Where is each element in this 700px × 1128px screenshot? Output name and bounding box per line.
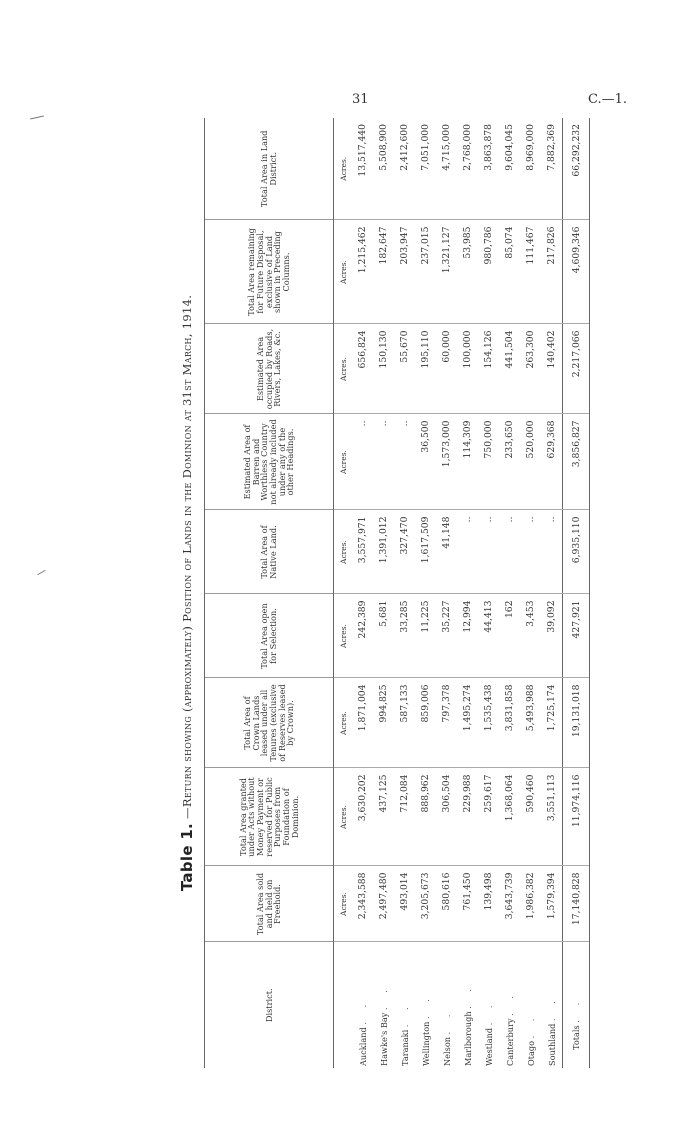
district-cell [373,942,394,1068]
value-cell: 39,092 [541,594,563,678]
value-cell: 2,497,480 [373,866,394,942]
value-cell: 2,768,000 [457,118,478,220]
value-cell: 12,994 [457,594,478,678]
table-row [499,118,520,1068]
unit-cell: Acres. [334,866,353,942]
value-cell: 55,670 [394,324,415,414]
value-cell: 100,000 [457,324,478,414]
column-header: Estimated Area of Barren and Worthless Country not already included under any of the other Headings. [205,414,334,510]
table-row [394,118,415,1068]
value-cell: 3,551,113 [541,768,563,866]
column-header: Total Area of Native Land. [205,510,334,594]
value-cell: 437,125 [373,768,394,866]
value-cell: 53,985 [457,220,478,324]
value-cell: 233,650 [499,414,520,510]
value-cell: 162 [499,594,520,678]
unit-cell: Acres. [334,414,353,510]
value-cell: 797,378 [436,678,457,768]
value-cell: .. [499,510,520,594]
district-cell [436,942,457,1068]
district-name: Wellington [420,1021,431,1066]
value-cell: 2,217,066 [563,324,590,414]
scan-mark [30,116,44,120]
value-cell: 5,493,988 [520,678,541,768]
rotated-table-container [170,118,582,1068]
value-cell: 217,826 [541,220,563,324]
value-cell: 35,227 [436,594,457,678]
unit-cell: Acres. [334,768,353,866]
value-cell: 114,309 [457,414,478,510]
value-cell: 2,343,588 [352,866,373,942]
column-header: Total Area in Land District. [205,118,334,220]
value-cell: 441,504 [499,324,520,414]
table-row [352,118,373,1068]
value-cell: 629,368 [541,414,563,510]
value-cell: 33,285 [394,594,415,678]
value-cell: 154,126 [478,324,499,414]
value-cell: 41,148 [436,510,457,594]
value-cell: 859,006 [415,678,436,768]
value-cell: 3,630,202 [352,768,373,866]
value-cell: 1,986,382 [520,866,541,942]
value-cell: 8,969,000 [520,118,541,220]
district-cell [457,942,478,1068]
value-cell: 3,643,739 [499,866,520,942]
value-cell: .. [394,414,415,510]
leader-dots: . . [420,993,431,1019]
value-cell: 306,504 [436,768,457,866]
unit-cell [334,942,353,1068]
value-cell: 4,715,000 [436,118,457,220]
value-cell: 3,557,971 [352,510,373,594]
value-cell: 66,292,232 [563,118,590,220]
value-cell: 1,391,012 [373,510,394,594]
value-cell: 9,604,045 [499,118,520,220]
district-name: Otago [525,1040,536,1066]
column-header: Total Area granted under Acts without Money Payment or reserved for Public Purposes from Foundation of Dominion. [205,768,334,866]
value-cell: 712,084 [394,768,415,866]
district-name: Marlborough [462,1011,473,1066]
value-cell: 7,051,000 [415,118,436,220]
leader-dots: . . [441,1008,452,1035]
scan-mark [37,570,45,575]
value-cell: 203,947 [394,220,415,324]
document-reference: C.—1. [588,92,628,107]
district-cell [478,942,499,1068]
value-cell: 750,000 [478,414,499,510]
value-cell: 17,140,828 [563,866,590,942]
leader-dots: . . [462,982,473,1009]
value-cell: 11,974,116 [563,768,590,866]
value-cell: 1,368,064 [499,768,520,866]
district-name: Hawke's Bay [378,1012,389,1066]
value-cell: 493,014 [394,866,415,942]
value-cell: 85,074 [499,220,520,324]
value-cell: 3,205,673 [415,866,436,942]
value-cell: 259,617 [478,768,499,866]
leader-dots: . . [357,998,368,1025]
value-cell: 7,882,369 [541,118,563,220]
leader-dots: . . [504,990,515,1016]
unit-cell: Acres. [334,324,353,414]
district-cell [520,942,541,1068]
district-name: Taranaki [399,1029,410,1066]
value-cell: 5,508,900 [373,118,394,220]
table-row [520,118,541,1068]
leader-dots: . . [525,1012,536,1039]
value-cell: 1,321,127 [436,220,457,324]
table-title-text: —Return showing (approximately) Position of Lands in the Dominion at 31st March, 1914. [180,294,194,819]
district-name: Westland [483,1027,494,1066]
column-header: Total Area open for Selection. [205,594,334,678]
value-cell: .. [478,510,499,594]
value-cell: 580,616 [436,866,457,942]
unit-cell: Acres. [334,594,353,678]
district-cell [394,942,415,1068]
value-cell: 19,131,018 [563,678,590,768]
table-row [415,118,436,1068]
value-cell: .. [520,510,541,594]
header-row [205,118,334,1068]
unit-cell: Acres. [334,220,353,324]
table-title-prefix: Table 1. [178,822,196,892]
column-header: Total Area of Crown Lands leased under all Tenures (exclusive of Reserves leased by Crown). [205,678,334,768]
value-cell: 11,225 [415,594,436,678]
district-cell [352,942,373,1068]
table-row [478,118,499,1068]
value-cell: 1,871,004 [352,678,373,768]
value-cell: .. [541,510,563,594]
value-cell: 263,300 [520,324,541,414]
value-cell: 60,000 [436,324,457,414]
district-name: Auckland [357,1027,368,1066]
value-cell: 139,498 [478,866,499,942]
value-cell: 3,831,858 [499,678,520,768]
value-cell: 761,450 [457,866,478,942]
unit-cell: Acres. [334,678,353,768]
leader-dots: . . [378,984,389,1010]
value-cell: 182,647 [373,220,394,324]
value-cell: 587,133 [394,678,415,768]
value-cell: .. [373,414,394,510]
value-cell: .. [352,414,373,510]
totals-row [563,118,590,1068]
district-name: Canterbury [504,1018,515,1066]
value-cell: 4,609,346 [563,220,590,324]
value-cell: 140,402 [541,324,563,414]
value-cell: 427,921 [563,594,590,678]
value-cell: 242,389 [352,594,373,678]
column-header: District. [205,942,334,1068]
value-cell: 520,000 [520,414,541,510]
value-cell: .. [457,510,478,594]
value-cell: 1,725,174 [541,678,563,768]
value-cell: 1,495,274 [457,678,478,768]
value-cell: 1,617,509 [415,510,436,594]
value-cell: 1,535,438 [478,678,499,768]
value-cell: 13,517,440 [352,118,373,220]
column-header: Estimated Area occupied by Roads, Rivers, Lakes, &c. [205,324,334,414]
unit-cell: Acres. [334,510,353,594]
unit-cell: Acres. [334,118,353,220]
value-cell: 44,413 [478,594,499,678]
value-cell: 150,130 [373,324,394,414]
table-row [541,118,563,1068]
value-cell: 327,470 [394,510,415,594]
value-cell: 6,935,110 [563,510,590,594]
leader-dots: . . [483,999,494,1026]
leader-dots: . . [571,996,581,1023]
value-cell: 3,856,827 [563,414,590,510]
value-cell: 1,579,394 [541,866,563,942]
district-cell [563,942,590,1068]
value-cell: 980,786 [478,220,499,324]
value-cell: 229,988 [457,768,478,866]
table-row [373,118,394,1068]
table-row [457,118,478,1068]
district-cell [499,942,520,1068]
value-cell: 590,460 [520,768,541,866]
district-name: Nelson [441,1036,452,1066]
value-cell: 195,110 [415,324,436,414]
table-row [436,118,457,1068]
table-title [170,118,204,1068]
value-cell: 994,825 [373,678,394,768]
column-header: Total Area sold and held on Freehold. [205,866,334,942]
value-cell: 36,500 [415,414,436,510]
district-name: Southland [546,1023,557,1066]
table-body [334,118,590,1068]
leader-dots: . . [399,1001,410,1028]
value-cell: 656,824 [352,324,373,414]
district-cell [541,942,563,1068]
value-cell: 3,453 [520,594,541,678]
district-name: Totals [571,1025,581,1050]
value-cell: 237,015 [415,220,436,324]
value-cell: 3,863,878 [478,118,499,220]
column-header: Total Area remaining for Future Disposal, exclusive of Land shown in Preceding Columns. [205,220,334,324]
value-cell: 5,681 [373,594,394,678]
value-cell: 888,962 [415,768,436,866]
district-cell [415,942,436,1068]
value-cell: 1,215,462 [352,220,373,324]
lands-table [204,118,590,1068]
units-row [334,118,353,1068]
value-cell: 2,412,600 [394,118,415,220]
page-number: 31 [352,92,369,107]
leader-dots: . . [546,995,557,1021]
value-cell: 1,573,000 [436,414,457,510]
value-cell: 111,467 [520,220,541,324]
